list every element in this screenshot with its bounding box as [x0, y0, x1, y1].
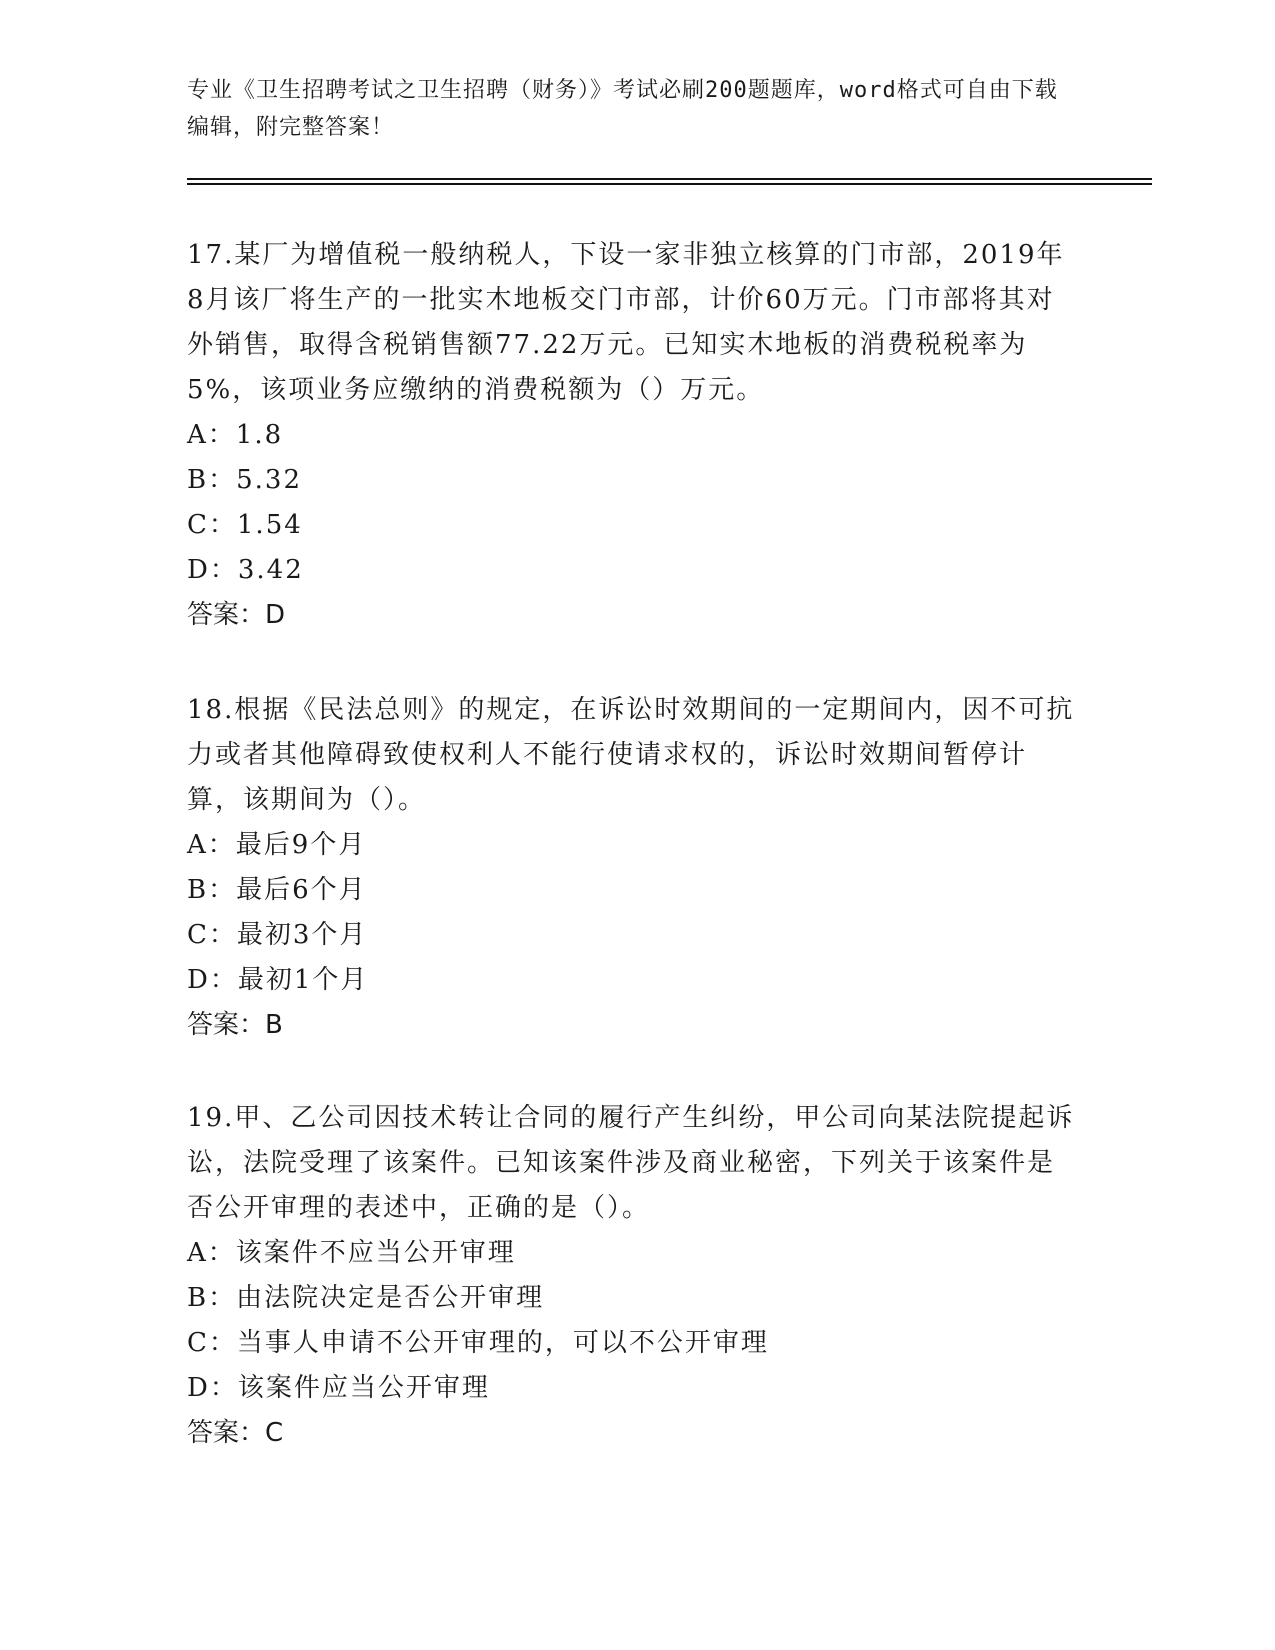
answer-line: 答案：D — [187, 600, 286, 630]
question-stem: 17.某厂为增值税一般纳税人，下设一家非独立核算的门市部，2019年8月该厂将生产的一批实木地板交门市部，计价60万元。门市部将其对外销售，取得含税销售额77.22万元。已知实木地板的消费税税率为5%，该项业务应缴纳的消费税额为（）万元。 — [187, 240, 1065, 405]
option-c: C：当事人申请不公开审理的，可以不公开审理 — [187, 1328, 769, 1358]
header-divider-top — [187, 178, 1152, 180]
question-18 — [187, 688, 1077, 1048]
option-c: C：最初3个月 — [187, 920, 368, 950]
option-a: A：最后9个月 — [187, 830, 367, 860]
option-b: B：5.32 — [187, 465, 302, 495]
option-a: A：1.8 — [187, 420, 284, 450]
option-b: B：由法院决定是否公开审理 — [187, 1283, 545, 1313]
option-d: D：最初1个月 — [187, 965, 369, 995]
option-a: A：该案件不应当公开审理 — [187, 1238, 516, 1268]
option-d: D：3.42 — [187, 555, 304, 585]
option-c: C：1.54 — [187, 510, 303, 540]
answer-line: 答案：B — [187, 1010, 283, 1040]
question-17 — [187, 233, 1077, 638]
question-19 — [187, 1096, 1077, 1456]
question-stem: 18.根据《民法总则》的规定，在诉讼时效期间的一定期间内，因不可抗力或者其他障碍致使权利人不能行使请求权的，诉讼时效期间暂停计算，该期间为（）。 — [187, 695, 1075, 815]
option-d: D：该案件应当公开审理 — [187, 1373, 490, 1403]
question-stem: 19.甲、乙公司因技术转让合同的履行产生纠纷，甲公司向某法院提起诉讼，法院受理了该案件。已知该案件涉及商业秘密，下列关于该案件是否公开审理的表述中，正确的是（）。 — [187, 1103, 1075, 1223]
document-header: 专业《卫生招聘考试之卫生招聘（财务）》考试必刷200题题库，word格式可自由下载编辑，附完整答案！ — [187, 78, 1058, 140]
header-divider-bottom — [187, 183, 1152, 185]
option-b: B：最后6个月 — [187, 875, 367, 905]
answer-line: 答案：C — [187, 1418, 284, 1448]
